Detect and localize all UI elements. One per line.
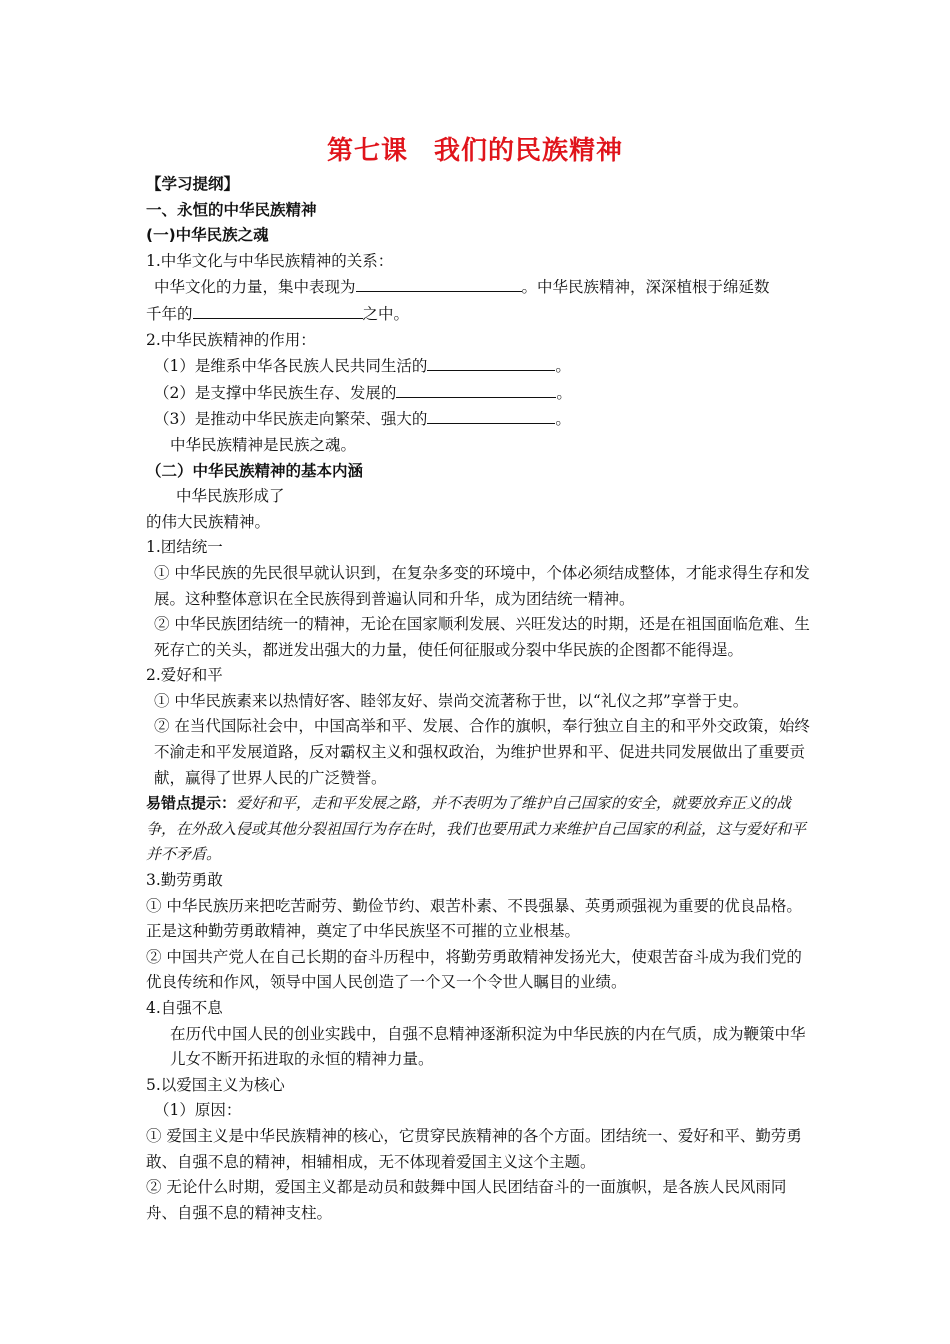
paragraph: 的伟大民族精神。 xyxy=(146,512,271,531)
list-item: （3）是推动中华民族走向繁荣、强大的 。 xyxy=(146,406,814,433)
paragraph: 中华民族精神是民族之魂。 xyxy=(170,435,357,454)
title-part-a: 第七课 xyxy=(326,136,408,166)
item-heading: 4.自强不息 xyxy=(146,999,223,1017)
paragraph: ② 在当代国际社会中，中国高举和平、发展、合作的旗帜，奉行独立自主的和平外交政策，始终不渝走和平发展道路，反对霸权主义和强权政治，为维护世界和平、促进共同发展做出了重要贡献，赢得了世界人民的广泛赞誉。 xyxy=(154,717,810,787)
fill-blank xyxy=(427,406,555,424)
item-heading: 3.勤劳勇敢 xyxy=(146,871,223,890)
error-tip: 易错点提示：爱好和平，走和平发展之路，并不表明为了维护自己国家的安全，就要放弃正义的战争，在外敌入侵或其他分裂祖国行为存在时，我们也要用武力来维护自己国家的利益，这与爱好和平并不矛盾。 xyxy=(146,794,807,864)
title-part-b: 我们的民族精神 xyxy=(434,136,624,166)
paragraph: 2.中华民族精神的作用： xyxy=(146,330,316,349)
section-heading: 一、永恒的中华民族精神 xyxy=(146,200,317,219)
lesson-title xyxy=(0,130,950,167)
paragraph: ② 中国共产党人在自己长期的奋斗历程中，将勤劳勇敢精神发扬光大，使艰苦奋斗成为我们党的优良传统和作风，领导中国人民创造了一个又一个令世人瞩目的业绩。 xyxy=(146,947,802,992)
subsection-heading: （二）中华民族精神的基本内涵 xyxy=(146,461,364,480)
paragraph: 千年的 之中。 xyxy=(146,301,814,328)
item-heading: 2.爱好和平 xyxy=(146,666,223,685)
fill-blank xyxy=(427,353,555,371)
item-heading: 5.以爱国主义为核心 xyxy=(146,1075,285,1094)
fill-blank xyxy=(396,380,556,398)
paragraph: （1）原因： xyxy=(154,1101,242,1120)
list-item: （2）是支撑中华民族生存、发展的 。 xyxy=(146,380,814,407)
paragraph: ② 无论什么时期，爱国主义都是动员和鼓舞中国人民团结奋斗的一面旗帜，是各族人民风雨同舟、自强不息的精神支柱。 xyxy=(146,1178,787,1222)
document-body xyxy=(146,172,814,1226)
paragraph: ① 中华民族素来以热情好客、睦邻友好、崇尚交流著称于世，以“礼仪之邦”享誉于史。 xyxy=(154,691,749,710)
paragraph: ① 爱国主义是中华民族精神的核心，它贯穿民族精神的各个方面。团结统一、爱好和平、勤劳勇敢、自强不息的精神，相辅相成，无不体现着爱国主义这个主题。 xyxy=(146,1126,802,1171)
paragraph: ① 中华民族的先民很早就认识到，在复杂多变的环境中，个体必须结成整体，才能求得生存和发展。这种整体意识在全民族得到普遍认同和升华，成为团结统一精神。 xyxy=(154,563,810,608)
paragraph: ① 中华民族历来把吃苦耐劳、勤俭节约、艰苦朴素、不畏强暴、英勇顽强视为重要的优良品格。正是这种勤劳勇敢精神，奠定了中华民族坚不可摧的立业根基。 xyxy=(146,896,802,941)
fill-blank xyxy=(356,274,522,292)
paragraph: 中华文化的力量，集中表现为 。中华民族精神，深深植根于绵延数 xyxy=(146,274,814,301)
fill-blank xyxy=(193,301,363,319)
list-item: （1）是维系中华各民族人民共同生活的 。 xyxy=(146,353,814,380)
subsection-heading: (一)中华民族之魂 xyxy=(146,226,269,245)
paragraph: 中华民族形成了 xyxy=(176,487,285,506)
paragraph: ② 中华民族团结统一的精神，无论在国家顺利发展、兴旺发达的时期，还是在祖国面临危难、生死存亡的关头，都迸发出强大的力量，使任何征服或分裂中华民族的企图都不能得逞。 xyxy=(154,615,810,659)
paragraph: 1.中华文化与中华民族精神的关系： xyxy=(146,251,394,270)
paragraph: 在历代中国人民的创业实践中，自强不息精神逐渐积淀为中华民族的内在气质，成为鞭策中华儿女不断开拓进取的永恒的精神力量。 xyxy=(170,1024,806,1069)
item-heading: 1.团结统一 xyxy=(146,538,223,557)
outline-heading: 【学习提纲】 xyxy=(146,175,240,193)
